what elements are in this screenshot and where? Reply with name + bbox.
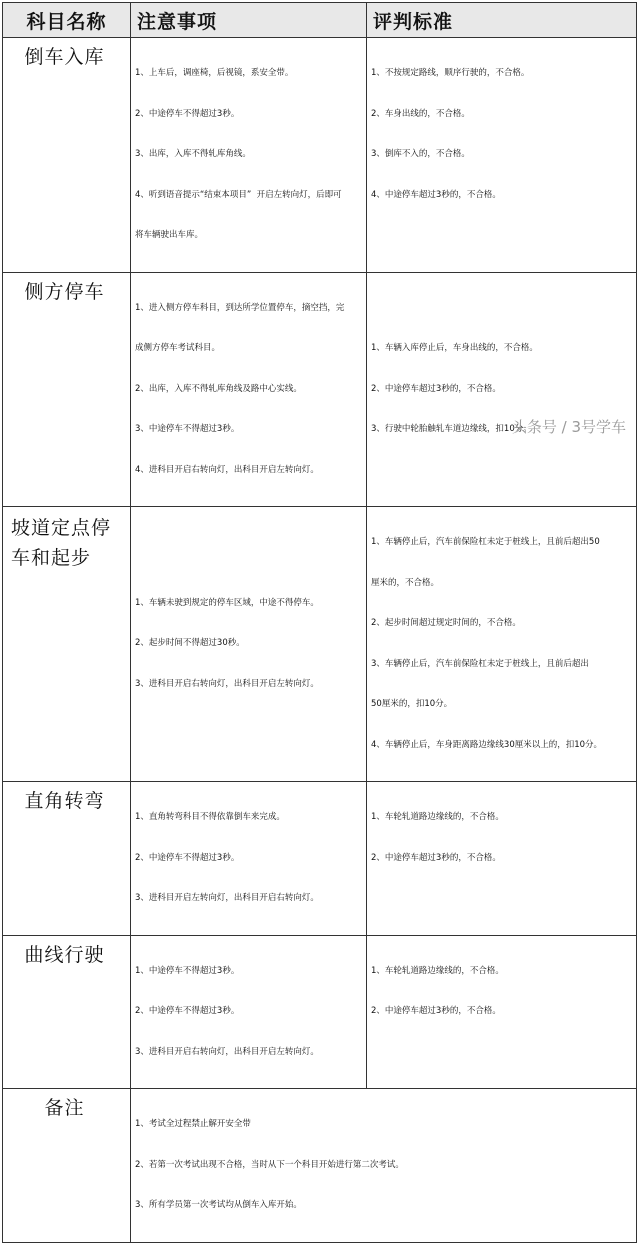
note-line: 3、中途停车不得超过3秒。 xyxy=(135,424,240,434)
criteria-line: 4、中途停车超过3秒的，不合格。 xyxy=(371,189,501,200)
criteria-line: 2、中途停车超过3秒的，不合格。 xyxy=(371,852,501,863)
table-row xyxy=(3,935,637,1089)
note-line: 4、进科目开启右转向灯，出科目开启左转向灯。 xyxy=(135,464,319,475)
table-row xyxy=(3,272,637,507)
criteria-line: 2、中途停车超过3秒的，不合格。 xyxy=(371,1006,501,1016)
criteria-cell xyxy=(367,782,637,936)
subject-cell: 倒车入库 xyxy=(3,38,131,273)
header-criteria: 评判标准 xyxy=(367,3,637,38)
subject-cell: 备注 xyxy=(3,1089,131,1243)
note-line: 3、进科目开启左转向灯，出科目开启右转向灯。 xyxy=(135,893,319,903)
note-line: 将车辆驶出车库。 xyxy=(135,230,204,240)
table-row xyxy=(3,38,637,273)
table-row xyxy=(3,1089,637,1243)
criteria-line: 1、车轮轧道路边缘线的，不合格。 xyxy=(371,812,504,822)
remarks-cell xyxy=(131,1089,637,1243)
note-line: 1、进入侧方停车科目，到达所学位置停车，摘空挡，完 xyxy=(135,302,345,313)
note-line: 3、进科目开启右转向灯，出科目开启左转向灯。 xyxy=(135,678,319,689)
subject-cell: 直角转弯 xyxy=(3,782,131,936)
exam-rules-table xyxy=(2,2,637,1243)
note-line: 3、出库，入库不得轧库角线。 xyxy=(135,149,251,159)
note-line: 2、中途停车不得超过3秒。 xyxy=(135,1006,240,1016)
criteria-line: 厘米的，不合格。 xyxy=(371,577,440,588)
note-line: 4、听到语音提示“结束本项目” 开启左转向灯，后即可 xyxy=(135,189,342,200)
notes-cell xyxy=(131,782,367,936)
note-line: 1、上车后，调座椅，后视镜，系安全带。 xyxy=(135,68,294,78)
criteria-cell xyxy=(367,507,637,782)
note-line: 1、直角转弯科目不得依靠倒车来完成。 xyxy=(135,812,285,822)
note-line: 2、中途停车不得超过3秒。 xyxy=(135,108,240,119)
note-line: 3、进科目开启右转向灯，出科目开启左转向灯。 xyxy=(135,1046,319,1057)
criteria-line: 4、车辆停止后，车身距离路边缘线30厘米以上的，扣10分。 xyxy=(371,739,603,750)
note-line: 1、车辆未驶到规定的停车区域，中途不得停车。 xyxy=(135,597,319,608)
watermark: 头条号 / 3号学车 xyxy=(511,418,626,436)
criteria-line: 3、车辆停止后，汽车前保险杠未定于桩线上，且前后超出 xyxy=(371,658,589,669)
note-line: 2、起步时间不得超过30秒。 xyxy=(135,638,245,649)
criteria-line: 2、车身出线的，不合格。 xyxy=(371,108,470,119)
header-subject: 科目名称 xyxy=(3,3,131,38)
subject-cell: 侧方停车 xyxy=(3,272,131,507)
criteria-line: 1、车轮轧道路边缘线的，不合格。 xyxy=(371,965,504,976)
criteria-line: 2、中途停车超过3秒的，不合格。 xyxy=(371,383,501,394)
table-row xyxy=(3,782,637,936)
subject-cell: 曲线行驶 xyxy=(3,935,131,1089)
criteria-line: 50厘米的，扣10分。 xyxy=(371,699,453,709)
note-line: 2、若第一次考试出现不合格，当时从下一个科目开始进行第二次考试。 xyxy=(135,1159,404,1170)
note-line: 2、中途停车不得超过3秒。 xyxy=(135,852,240,863)
criteria-line: 1、车辆入库停止后，车身出线的，不合格。 xyxy=(371,343,538,353)
criteria-line: 2、起步时间超过规定时间的，不合格。 xyxy=(371,618,521,628)
table-row xyxy=(3,507,637,782)
subject-cell: 坡道定点停车和起步 xyxy=(3,507,131,782)
criteria-line: 3、倒库不入的，不合格。 xyxy=(371,149,470,159)
criteria-cell xyxy=(367,272,637,507)
note-line: 1、考试全过程禁止解开安全带 xyxy=(135,1119,251,1129)
notes-cell xyxy=(131,507,367,782)
note-line: 2、出库，入库不得轧库角线及路中心实线。 xyxy=(135,383,302,394)
criteria-cell xyxy=(367,38,637,273)
criteria-cell xyxy=(367,935,637,1089)
notes-cell xyxy=(131,935,367,1089)
note-line: 成侧方停车考试科目。 xyxy=(135,343,221,353)
note-line: 3、所有学员第一次考试均从倒车入库开始。 xyxy=(135,1200,302,1210)
table-header-row xyxy=(3,3,637,38)
note-line: 1、中途停车不得超过3秒。 xyxy=(135,965,240,976)
notes-cell xyxy=(131,272,367,507)
header-notes: 注意事项 xyxy=(131,3,367,38)
notes-cell xyxy=(131,38,367,273)
criteria-line: 1、不按规定路线，顺序行驶的，不合格。 xyxy=(371,68,530,78)
criteria-line: 1、车辆停止后，汽车前保险杠未定于桩线上，且前后超出50 xyxy=(371,537,600,547)
criteria-line: 3、行驶中轮胎触轧车道边缘线，扣10分。 xyxy=(371,424,532,434)
